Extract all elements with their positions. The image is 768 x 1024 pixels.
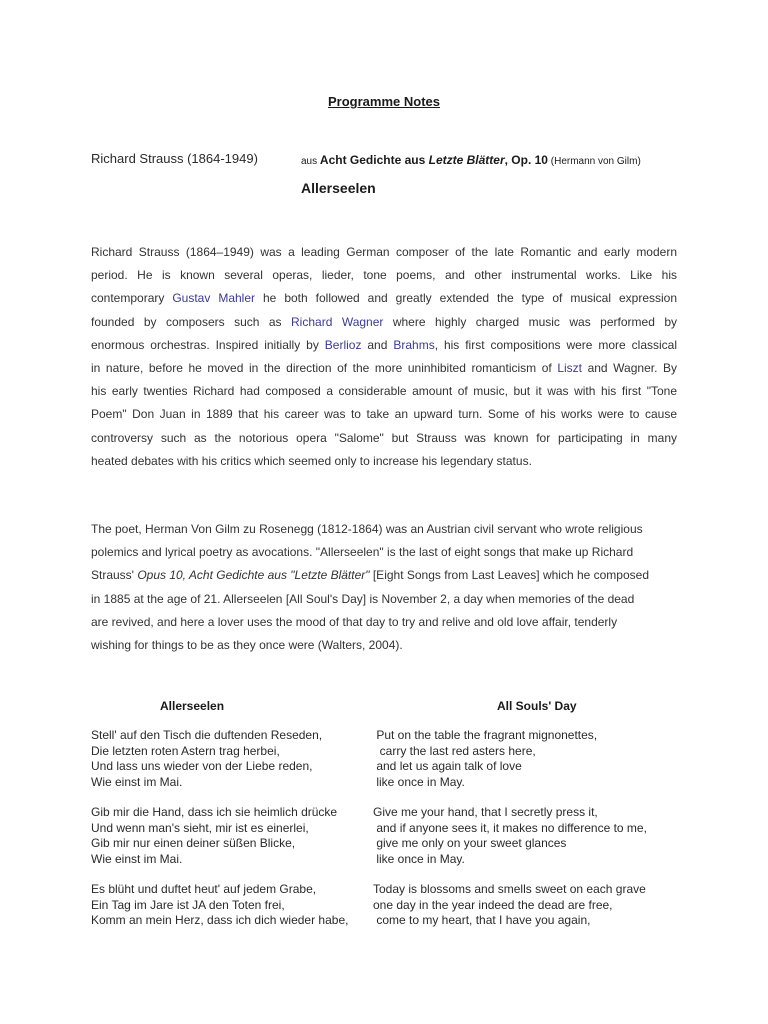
paragraph-line: heated debates with his critics which seemed only to increase his legendary status. (91, 453, 532, 468)
paragraph-line: The poet, Herman Von Gilm zu Rosenegg (1812-1864) was an Austrian civil servant who wrote religious (91, 522, 643, 536)
link-richard-wagner[interactable]: Richard Wagner (291, 314, 384, 329)
german-stanza-3 (91, 882, 348, 929)
link-gustav-mahler[interactable]: Gustav Mahler (172, 291, 256, 306)
poem-line: come to my heart, that I have you again, (373, 913, 591, 927)
text-segment: where highly charged music was performed by (383, 314, 677, 329)
text-segment: in nature, before he moved in the direction of the more uninhibited romanticism of (91, 361, 558, 376)
poem-line: Ein Tag im Jare ist JA den Toten frei, (91, 897, 285, 912)
paragraph-line: are revived, and here a lover uses the mood of that day to try and relive and old love affair, tenderly (91, 614, 618, 629)
paragraph-line: Poem" Don Juan in 1889 that his career was to take an upward turn. Some of his works were to cause (91, 407, 677, 422)
work-title-line (301, 153, 641, 167)
work-name: Acht Gedichte aus (319, 153, 429, 167)
poem-line: Es blüht und duftet heut' auf jedem Grabe, (91, 882, 317, 896)
poem-line: like once in May. (373, 851, 465, 866)
paragraph-line (91, 357, 677, 380)
english-stanza-3 (373, 882, 646, 929)
composer-name: Richard Strauss (1864-1949) (91, 151, 258, 166)
biography-paragraph (91, 241, 677, 473)
paragraph-line: period. He is known several operas, lieder, tone poems, and other instrumental works. Like his (91, 268, 677, 283)
poem-line: one day in the year indeed the dead are free, (373, 897, 613, 912)
work-italic: Letzte Blätter (428, 153, 505, 167)
poem-line: and if anyone sees it, it makes no difference to me, (373, 820, 647, 835)
german-stanza-1 (91, 728, 322, 790)
work-opus: , Op. 10 (504, 153, 548, 167)
poem-line: Wie einst im Mai. (91, 774, 183, 789)
poem-line: Komm an mein Herz, dass ich dich wieder habe, (91, 913, 349, 927)
paragraph-line: Richard Strauss (1864–1949) was a leading German composer of the late Romantic and early modern (91, 245, 677, 259)
german-column-heading: Allerseelen (160, 699, 225, 713)
paragraph-line: controversy such as the notorious opera "Salome" but Strauss was known for participating in many (91, 430, 677, 445)
poem-line: Die letzten roten Astern trag herbei, (91, 743, 280, 758)
poem-line: and let us again talk of love (373, 759, 522, 773)
paragraph-line (91, 311, 677, 334)
work-prefix: aus (301, 156, 320, 167)
paragraph-line (91, 334, 677, 357)
poem-line: Und lass uns wieder von der Liebe reden, (91, 759, 313, 773)
english-column-heading: All Souls' Day (497, 699, 577, 713)
poem-line: Give me your hand, that I secretly press it, (373, 805, 598, 819)
poem-line: Put on the table the fragrant mignonettes, (373, 728, 598, 742)
text-segment: and (361, 337, 394, 352)
text-segment: founded by composers such as (91, 314, 292, 329)
poem-line: Today is blossoms and smells sweet on each grave (373, 882, 646, 896)
poem-line: Wie einst im Mai. (91, 851, 183, 866)
english-stanza-1 (373, 728, 597, 790)
text-segment: he both followed and greatly extended the type of musical expression (255, 291, 678, 306)
poem-line: Stell' auf den Tisch die duftenden Reseden, (91, 728, 323, 742)
link-liszt[interactable]: Liszt (557, 361, 582, 376)
poem-line: carry the last red asters here, (373, 743, 536, 758)
work-poet: (Hermann von Gilm) (547, 156, 641, 167)
poem-line: Gib mir die Hand, dass ich sie heimlich drücke (91, 805, 338, 819)
poem-line: Und wenn man's sieht, mir ist es einerlei, (91, 820, 309, 835)
text-segment: and Wagner. By (582, 361, 677, 376)
text-segment: contemporary (91, 291, 173, 306)
paragraph-line (91, 287, 677, 310)
song-title: Allerseelen (301, 180, 376, 196)
page-title: Programme Notes (328, 94, 440, 109)
paragraph-line: wishing for things to be as they once were (Walters, 2004). (91, 638, 403, 653)
poem-line: Gib mir nur einen deiner süßen Blicke, (91, 836, 296, 850)
paragraph-line: in 1885 at the age of 21. Allerseelen [All Soul's Day] is November 2, a day when memories of the dead (91, 591, 635, 606)
paragraph-line (91, 564, 677, 587)
text-segment: Strauss' (91, 568, 138, 583)
paragraph-line: polemics and lyrical poetry as avocations. "Allerseelen" is the last of eight songs that make up Richard (91, 545, 634, 560)
link-brahms[interactable]: Brahms (393, 337, 435, 352)
german-stanza-2 (91, 805, 337, 867)
opus-title: Opus 10, Acht Gedichte aus "Letzte Blätter" (137, 568, 370, 583)
poem-line: like once in May. (373, 774, 465, 789)
link-berlioz[interactable]: Berlioz (324, 337, 362, 352)
paragraph-line: his early twenties Richard had composed a considerable amount of music, but it was with his first "Tone (91, 384, 677, 399)
poem-line: give me only on your sweet glances (373, 836, 567, 850)
text-segment: [Eight Songs from Last Leaves] which he composed (369, 568, 650, 583)
text-segment: enormous orchestras. Inspired initially by (91, 337, 325, 352)
poet-paragraph (91, 518, 677, 657)
text-segment: , his first compositions were more classical (434, 337, 678, 352)
english-stanza-2 (373, 805, 647, 867)
